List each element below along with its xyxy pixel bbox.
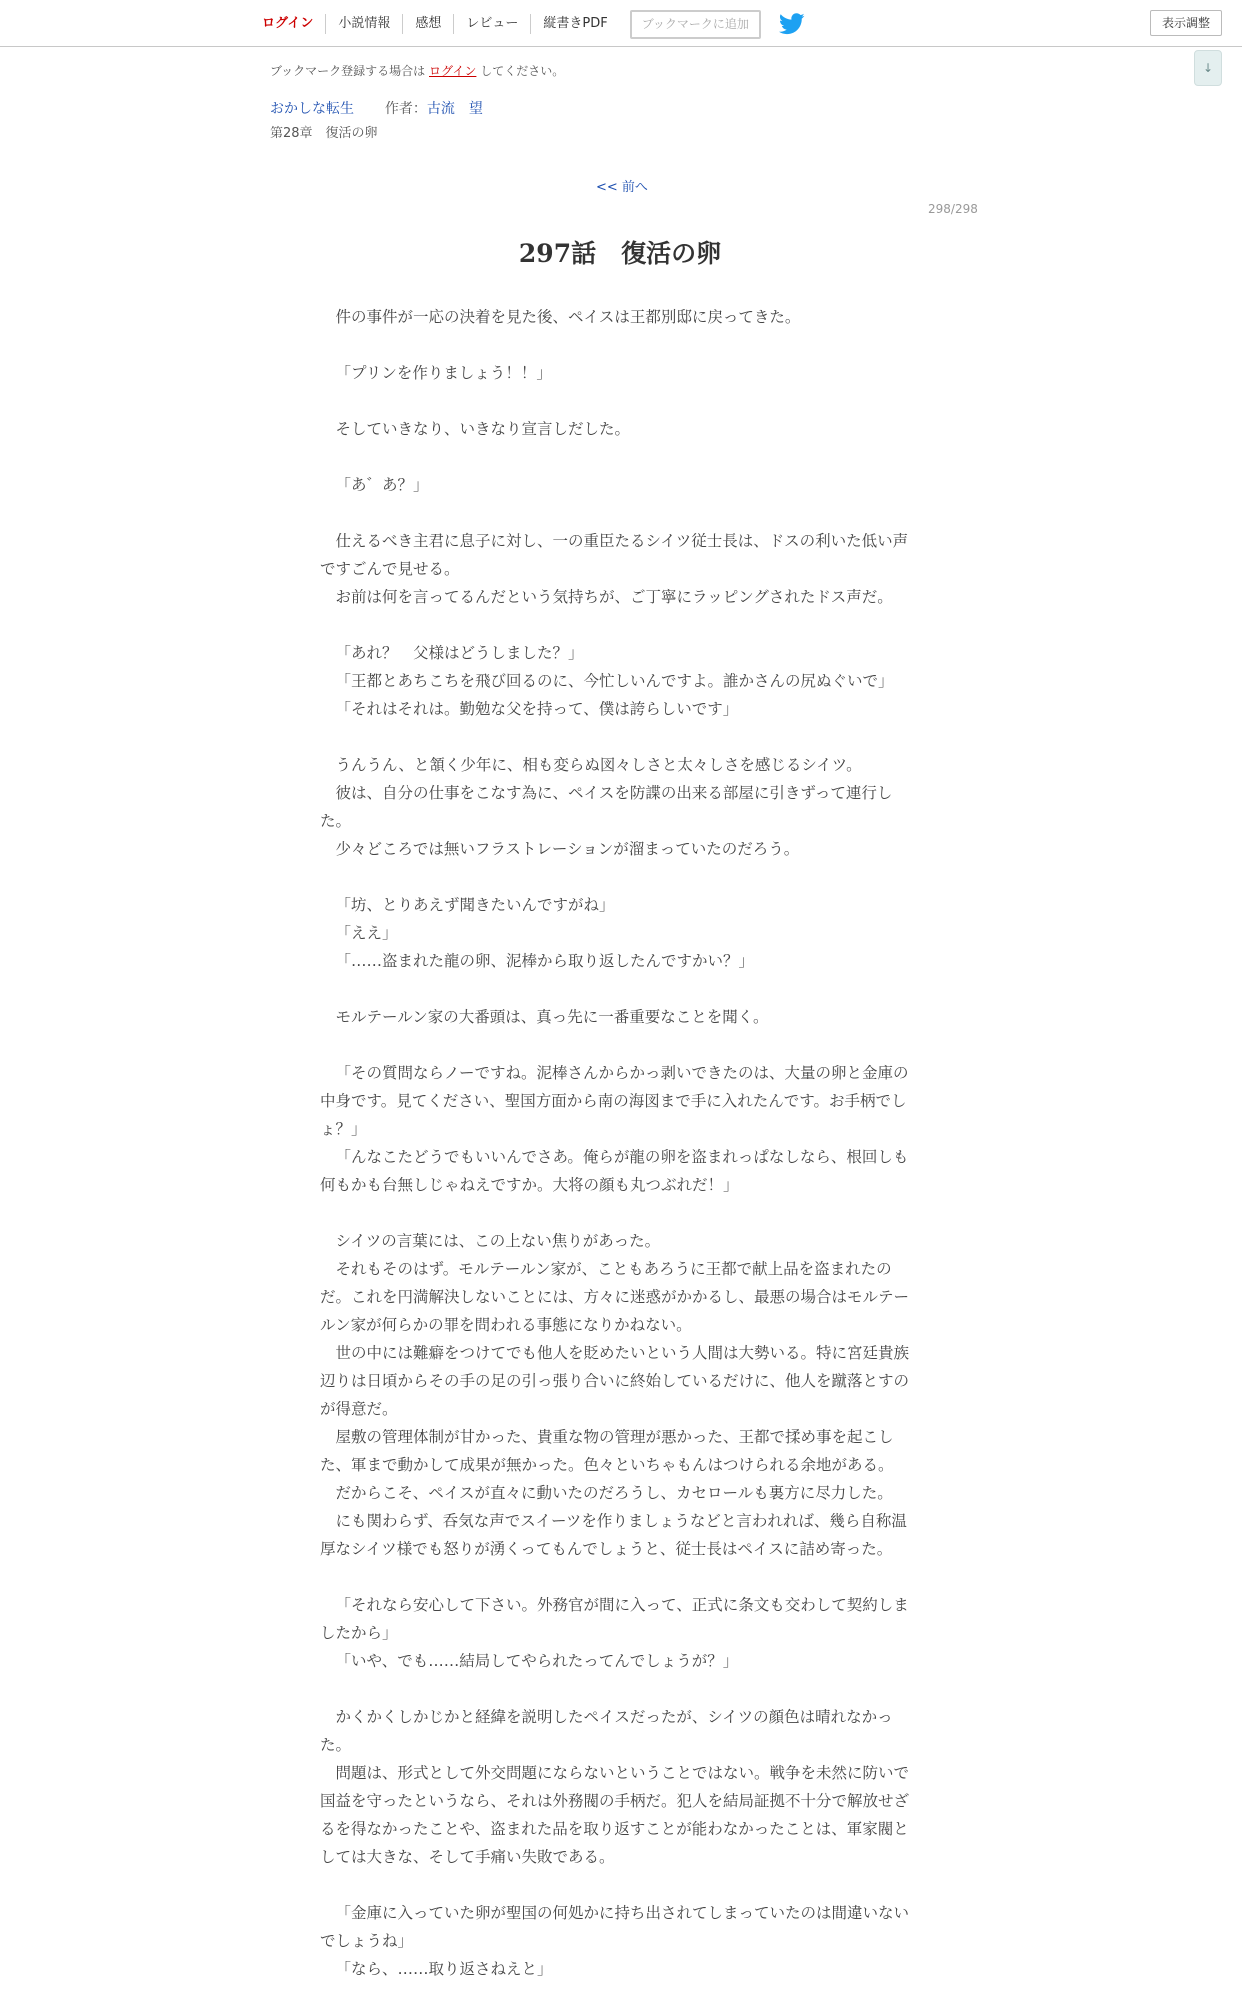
body-paragraph: 「あれ？ 父様はどうしました？」 (335, 644, 584, 662)
body-paragraph: それもそのはず。モルテールン家が、こともあろうに王都で献上品を盗まれたのだ。これを円満解決しないことには、方々に迷惑がかかるし、最悪の場合はモルテールン家が何らかの罪を問われる事態になりかねない。 (320, 1260, 910, 1334)
body-paragraph: お前は何を言ってるんだという気持ちが、ご丁寧にラッピングされたドス声だ。 (335, 588, 893, 606)
body-paragraph: 少々どころでは無いフラストレーションが溜まっていたのだろう。 (335, 840, 800, 858)
body-paragraph (320, 1675, 912, 1703)
body-paragraph: そしていきなり、いきなり宣言しだした。 (335, 420, 631, 438)
body-paragraph: モルテールン家の大番頭は、真っ先に一番重要なことを聞く。 (335, 1008, 769, 1026)
body-paragraph (320, 611, 912, 639)
body-paragraph (320, 331, 912, 359)
twitter-icon[interactable] (779, 13, 805, 35)
novel-info-line (270, 98, 483, 118)
body-paragraph (320, 443, 912, 471)
body-paragraph (320, 1871, 912, 1899)
body-paragraph: 世の中には難癖をつけてでも他人を貶めたいという人間は大勢いる。特に宮廷貴族辺りは日頃からその手の足の引っ張り合いに終始しているだけに、他人を蹴落とすのが得意だ。 (320, 1344, 910, 1418)
body-paragraph (320, 1199, 912, 1227)
body-paragraph: 問題は、形式として外交問題にならないということではない。戦争を未然に防いで国益を守ったというなら、それは外務閥の手柄だ。犯人を結局証拠不十分で解放せざるを得なかったことや、盗まれた品を取り返すことが能わなかったことは、軍家閥としては大きな、そして手痛い失敗である。 (320, 1764, 910, 1866)
body-paragraph: 「金庫に入っていた卵が聖国の何処かに持ち出されてしまっていたのは間違いないでしょうね」 (320, 1904, 910, 1950)
notice-prefix: ブックマーク登録する場合は (270, 64, 426, 78)
author-label: 作者： (384, 101, 427, 117)
nav-review-link[interactable]: レビュー (453, 14, 530, 34)
episode-title: 297話 復活の卵 (518, 239, 722, 268)
nav-impressions-link[interactable]: 感想 (402, 14, 453, 34)
body-paragraph (320, 387, 912, 415)
body-paragraph: シイツの言葉には、この上ない焦りがあった。 (335, 1232, 661, 1250)
body-paragraph: 「それはそれは。勤勉な父を持って、僕は誇らしいです」 (335, 700, 739, 718)
body-paragraph: だからこそ、ペイスが直々に動いたのだろうし、カセロールも裏方に尽力した。 (335, 1484, 893, 1502)
body-paragraph (320, 499, 912, 527)
body-paragraph: 「ええ」 (335, 924, 398, 942)
prev-page-link[interactable]: << 前へ (596, 180, 648, 195)
novel-title-link[interactable]: おかしな転生 (270, 101, 354, 117)
add-bookmark-button[interactable]: ブックマークに追加 (630, 10, 761, 39)
body-paragraph (320, 1031, 912, 1059)
notice-login-link[interactable]: ログイン (429, 64, 477, 78)
nav-novel-info-link[interactable]: 小説情報 (325, 14, 402, 34)
body-paragraph: 彼は、自分の仕事をこなす為に、ペイスを防諜の出来る部屋に引きずって連行した。 (320, 784, 893, 830)
body-paragraph: 「あ゛あ？」 (335, 476, 429, 494)
page-number: 298/298 (928, 202, 978, 216)
body-paragraph: 屋敷の管理体制が甘かった、貴重な物の管理が悪かった、王都で揉め事を起こした、軍まで動かして成果が無かった。色々といちゃもんはつけられる余地がある。 (320, 1428, 894, 1474)
body-paragraph: うんうん、と頷く少年に、相も変らぬ図々しさと太々しさを感じるシイツ。 (335, 756, 862, 774)
body-paragraph: 「それなら安心して下さい。外務官が間に入って、正式に条文も交わして契約しましたから」 (320, 1596, 909, 1642)
body-paragraph: 「なら、……取り返さねえと」 (335, 1960, 553, 1978)
body-paragraph (320, 723, 912, 751)
body-paragraph (320, 1563, 912, 1591)
body-paragraph: 「んなこたどうでもいいんでさあ。俺らが龍の卵を盗まれっぱなしなら、根回しも何もかも台無しじゃねえですか。大将の顔も丸つぶれだ！」 (320, 1148, 909, 1194)
body-paragraph: 件の事件が一応の決着を見た後、ペイスは王都別邸に戻ってきた。 (335, 308, 801, 326)
body-paragraph: にも関わらず、呑気な声でスイーツを作りましょうなどと言われれば、幾ら自称温厚なシイツ様でも怒りが湧くってもんでしょうと、従士長はペイスに詰め寄った。 (320, 1512, 907, 1558)
body-paragraph: 「坊、とりあえず聞きたいんですがね」 (335, 896, 615, 914)
body-paragraph (320, 975, 912, 1003)
body-paragraph: かくかくしかじかと経緯を説明したペイスだったが、シイツの顔色は晴れなかった。 (320, 1708, 893, 1754)
body-paragraph: 「その質問ならノーですね。泥棒さんからかっ剥いできたのは、大量の卵と金庫の中身です。見てください、聖国方面から南の海図まで手に入れたんです。お手柄でしょ？」 (320, 1064, 909, 1138)
body-paragraph (320, 863, 912, 891)
scroll-down-button[interactable]: ↓ (1194, 50, 1222, 86)
body-paragraph: 「……盗まれた龍の卵、泥棒から取り返したんですかい？」 (335, 952, 755, 970)
body-paragraph: 「いや、でも……結局してやられたってんでしょうが？」 (335, 1652, 739, 1670)
top-navigation-bar (0, 0, 1242, 47)
body-paragraph: 仕えるべき主君に息子に対し、一の重臣たるシイツ従士長は、ドスの利いた低い声ですごんで見せる。 (320, 532, 909, 578)
body-paragraph: 「王都とあちこちを飛び回るのに、今忙しいんですよ。誰かさんの尻ぬぐいで」 (335, 672, 894, 690)
body-paragraph: 「プリンを作りましょう！！」 (335, 364, 552, 382)
nav-login-link[interactable]: ログイン (262, 16, 314, 31)
nav-vertical-pdf-link[interactable]: 縦書きPDF (530, 14, 619, 34)
notice-suffix: してください。 (480, 64, 565, 78)
author-link[interactable]: 古流 望 (426, 101, 483, 117)
display-settings-button[interactable]: 表示調整 (1150, 10, 1222, 36)
nav-list (252, 8, 805, 40)
bookmark-notice (270, 62, 564, 79)
novel-body (320, 303, 912, 1983)
chapter-title: 第28章 復活の卵 (270, 126, 378, 141)
